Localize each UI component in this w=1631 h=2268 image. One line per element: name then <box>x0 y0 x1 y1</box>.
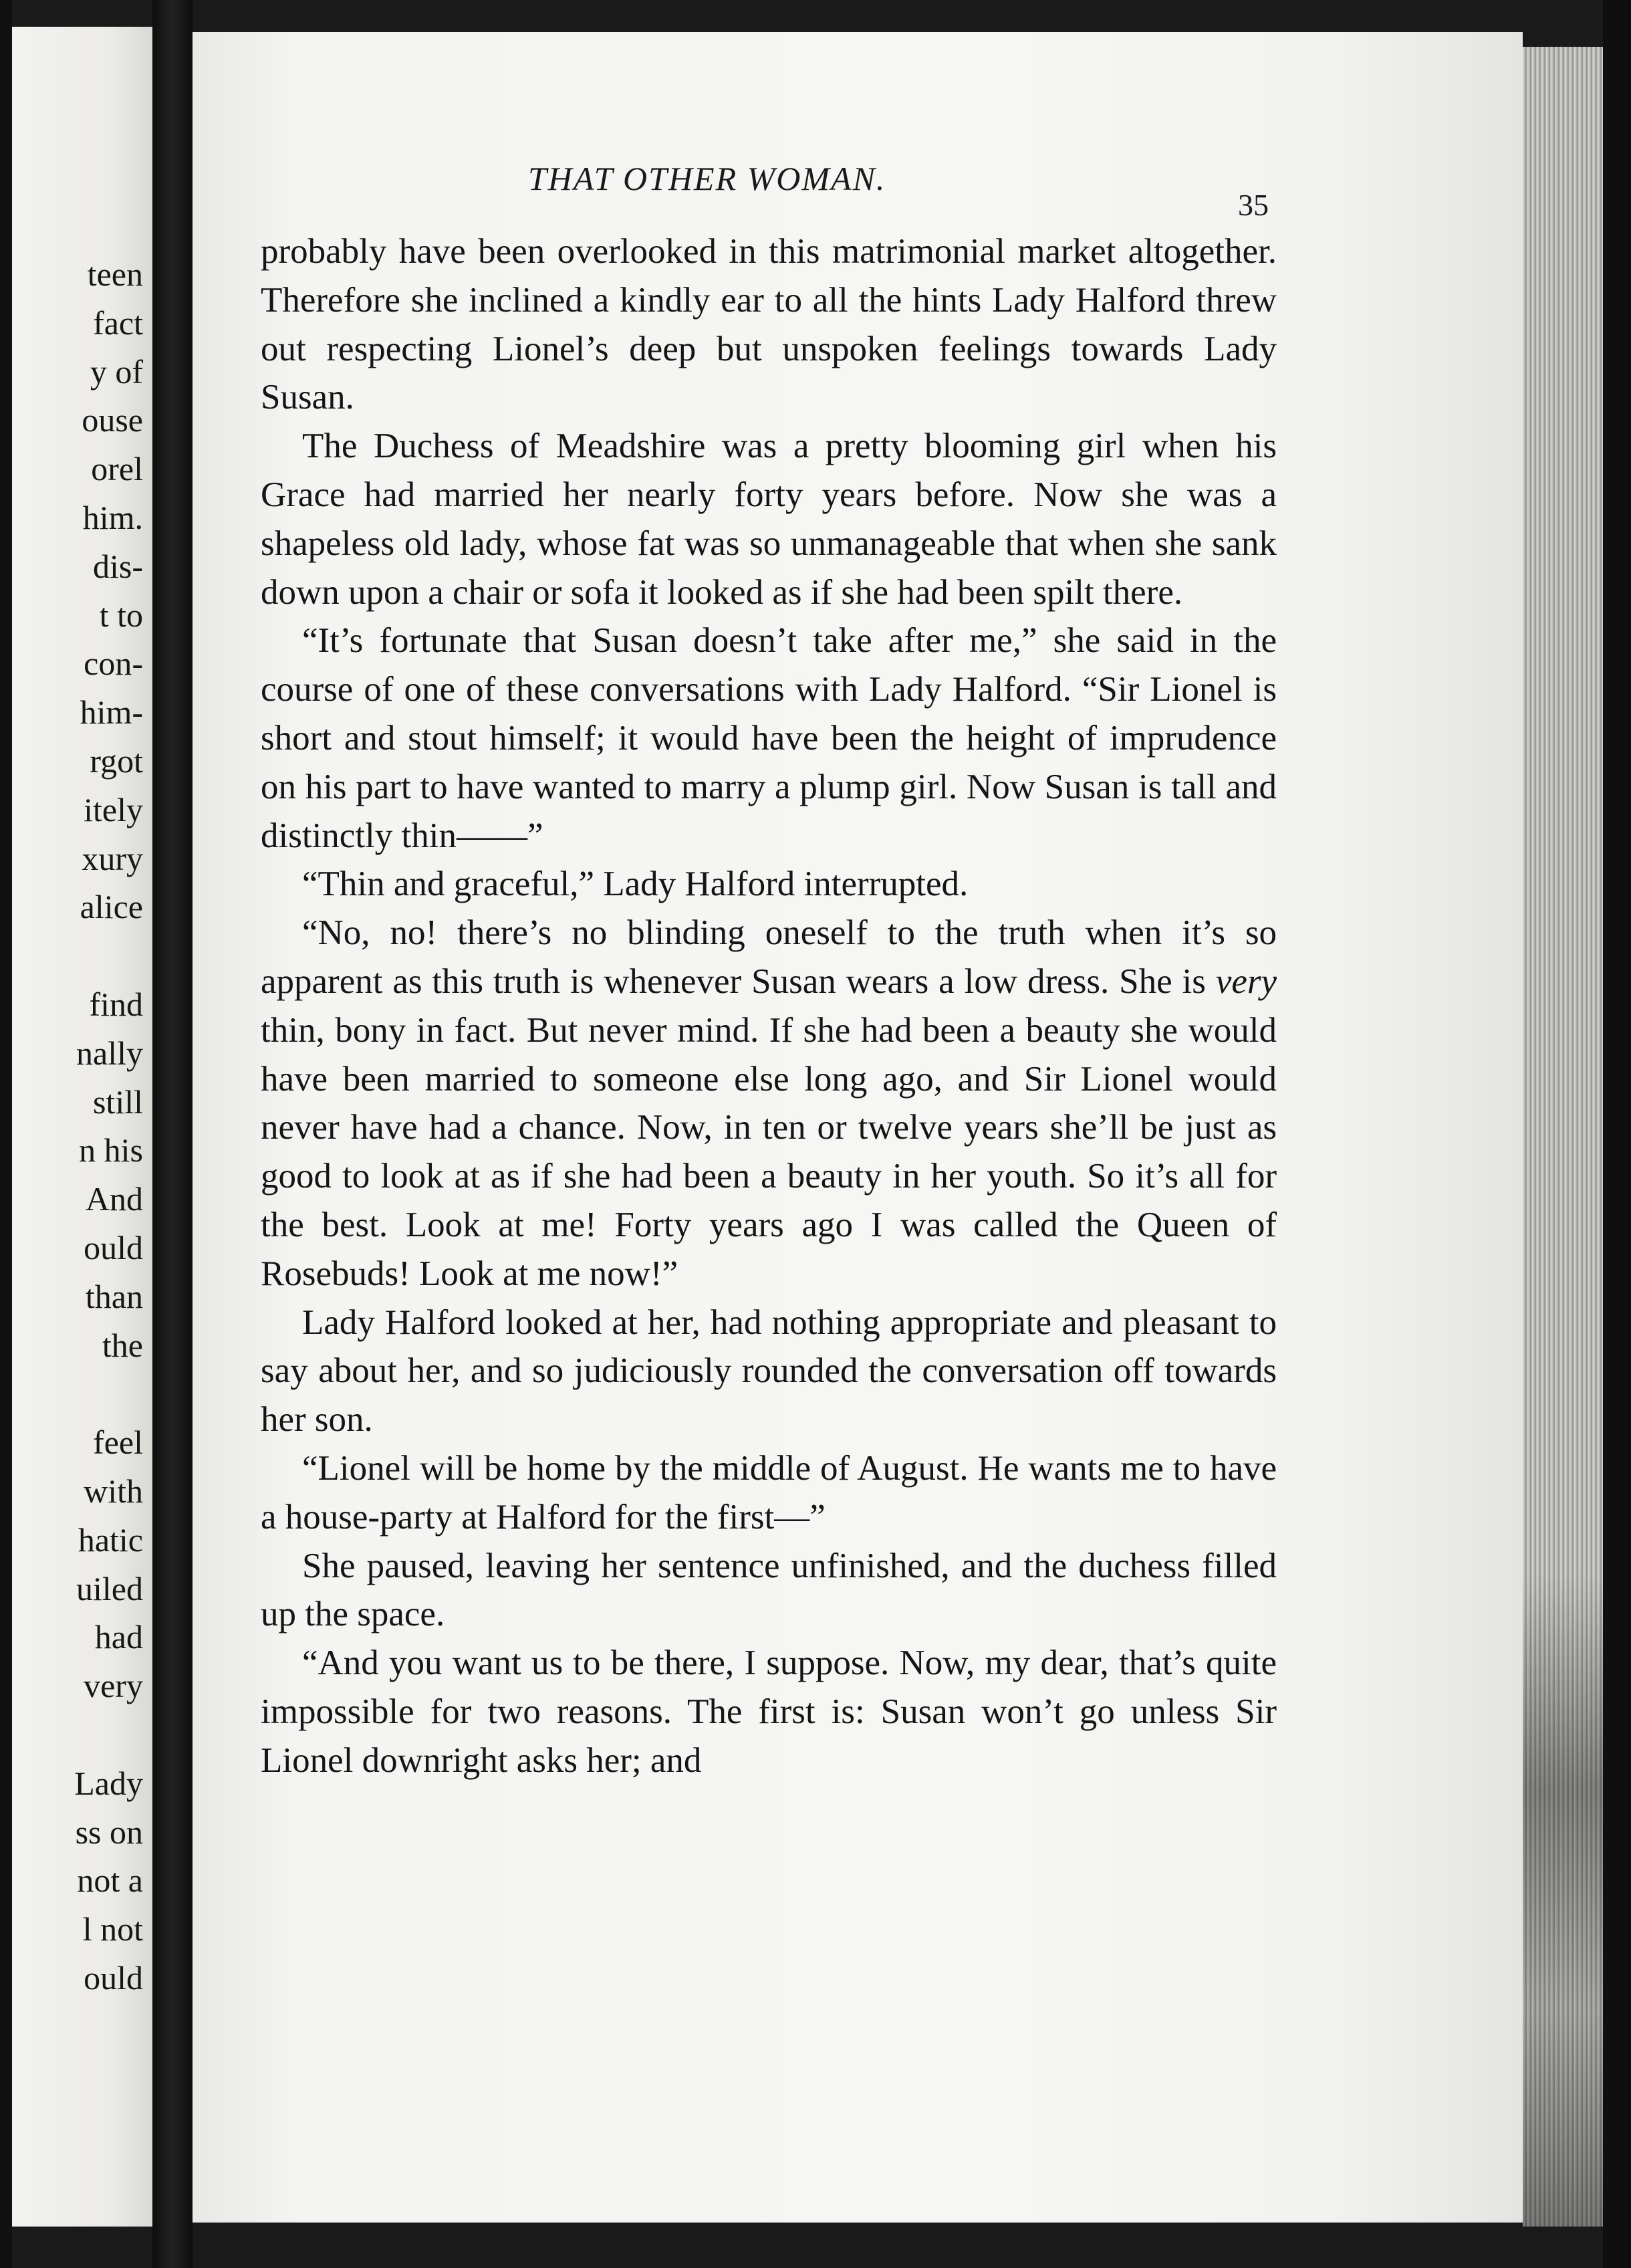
body-text <box>261 227 1277 1785</box>
prev-page-line: alice <box>80 888 143 926</box>
prev-page-line: n his <box>79 1131 143 1169</box>
right-gutter <box>1603 0 1631 2268</box>
prev-page-line: hatic <box>78 1520 143 1559</box>
prev-page-line: fact <box>93 304 143 342</box>
prev-page-line: ould <box>84 1229 143 1266</box>
paragraph-5 <box>261 909 1277 1298</box>
prev-page-line: t to <box>99 596 143 634</box>
prev-page-line: l not <box>82 1910 143 1948</box>
prev-page-line: orel <box>91 450 143 488</box>
prev-page-line: xury <box>82 839 143 877</box>
paragraph-5-start: “No, no! there’s no blinding oneself to the truth when it’s so apparent as this truth is whenever Susan wears a low dress. She is <box>261 913 1277 1001</box>
previous-page-fragment <box>12 27 152 2227</box>
paragraph-1: probably have been overlooked in this matrimonial market altogether. Therefore she inclined a kindly ear to all the hints Lady Halford threw out respecting Lionel’s deep but unspoken feelings towards Lady Susan. <box>261 232 1277 417</box>
prev-page-line: itely <box>84 790 143 828</box>
paragraph-6: Lady Halford looked at her, had nothing appropriate and pleasant to say about her, and so judiciously rounded the conversation off towards her son. <box>261 1302 1277 1440</box>
prev-page-line: con- <box>84 645 143 683</box>
prev-page-line: And <box>85 1180 143 1218</box>
left-gutter <box>0 0 12 2268</box>
prev-page-line: ss on <box>75 1813 143 1851</box>
paragraph-2: The Duchess of Meadshire was a pretty blooming girl when his Grace had married her nearly forty years before. Now she was a shapeless old lady, whose fat was so unmanageable that when she sank down upon a chair or sofa it looked as if she had been spilt there. <box>261 427 1277 612</box>
prev-page-line: teen <box>87 255 143 293</box>
prev-page-line: nally <box>76 1034 143 1072</box>
prev-page-line: him. <box>82 499 143 536</box>
prev-page-line: had <box>94 1618 143 1656</box>
running-header: THAT OTHER WOMAN. <box>528 160 886 197</box>
page-edges-shadow <box>1523 47 1603 2227</box>
prev-page-line: him- <box>80 693 143 731</box>
prev-page-line: very <box>84 1667 143 1705</box>
prev-page-line: rgot <box>90 742 143 780</box>
paragraph-5-end: thin, bony in fact. But never mind. If she had been a beauty she would have been married to someone else long ago, and Sir Lionel would never have had a chance. Now, in ten or twelve years she’ll be just as good to look at as if she had been a beauty in her youth. So it’s all for the best. Look at me! Forty years ago I was called the Queen of Rosebuds! Look at me now!” <box>261 1010 1277 1293</box>
prev-page-line: still <box>92 1083 143 1121</box>
prev-page-line: feel <box>93 1424 143 1462</box>
book-spine <box>152 0 193 2268</box>
prev-page-line: ouse <box>82 401 143 439</box>
prev-page-line: dis- <box>93 547 143 585</box>
prev-page-line: with <box>84 1472 143 1510</box>
paragraph-3: “It’s fortunate that Susan doesn’t take after me,” she said in the course of one of these conversations with Lady Halford. “Sir Lionel is short and stout himself; it would have been the height of imprudence on his part to have wanted to marry a plump girl. Now Susan is tall and distinctly thin——” <box>261 621 1277 855</box>
prev-page-line: uiled <box>76 1569 143 1607</box>
page-number: 35 <box>1238 188 1269 222</box>
prev-page-line: Lady <box>74 1764 143 1802</box>
paragraph-8: She paused, leaving her sentence unfinished, and the duchess filled up the space. <box>261 1546 1277 1634</box>
paragraph-7: “Lionel will be home by the middle of August. He wants me to have a house-party at Halford for the first—” <box>261 1448 1277 1537</box>
paragraph-5-emphasis: very <box>1215 961 1277 1001</box>
prev-page-line: than <box>85 1277 143 1315</box>
paragraph-4: “Thin and graceful,” Lady Halford interrupted. <box>302 865 969 904</box>
prev-page-line: find <box>89 986 143 1023</box>
prev-page-line: y of <box>90 352 143 390</box>
prev-page-line: the <box>102 1326 143 1364</box>
prev-page-line: not a <box>77 1861 143 1900</box>
prev-page-line: ould <box>84 1959 143 1997</box>
paragraph-9: “And you want us to be there, I suppose. Now, my dear, that’s quite impossible for two reasons. The first is: Susan won’t go unless Sir Lionel downright asks her; and <box>261 1643 1277 1780</box>
